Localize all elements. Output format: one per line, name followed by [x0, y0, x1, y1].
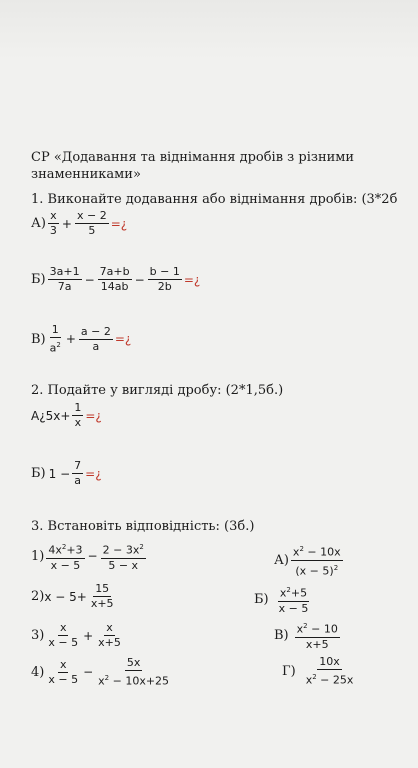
operator: + — [61, 216, 72, 231]
denominator: x − 5 — [50, 558, 81, 572]
denominator: a — [74, 474, 82, 487]
term: 2 − 3x — [102, 543, 140, 557]
numerator: a − 2 — [80, 324, 111, 338]
task3-right-d — [282, 656, 357, 687]
denominator: 3 — [49, 224, 57, 237]
operator: + — [83, 628, 94, 643]
exponent: 2 — [333, 563, 339, 572]
term: x — [98, 674, 105, 688]
item-label: А) — [31, 216, 46, 231]
task3-right-b — [254, 584, 312, 615]
term-tail: − 10x+25 — [109, 674, 170, 688]
numerator — [295, 620, 340, 638]
equals-mark: =¿ — [183, 272, 201, 287]
denominator: a — [92, 339, 100, 353]
fraction — [89, 583, 116, 610]
term-tail: +5 — [290, 586, 308, 600]
exponent: 2 — [104, 674, 110, 682]
top-shade — [0, 0, 418, 60]
fraction — [48, 210, 59, 237]
worksheet-title-continued: знаменниками» — [31, 167, 141, 182]
fraction — [72, 460, 83, 487]
item-label: 2) — [31, 589, 45, 604]
denominator: x − 5 — [48, 672, 79, 686]
fraction — [79, 326, 113, 353]
denominator: x+5 — [90, 597, 114, 610]
task2-item-b — [31, 460, 102, 487]
equals-mark: =¿ — [85, 466, 102, 481]
denominator — [96, 671, 171, 688]
numerator: x — [50, 209, 57, 222]
fraction — [72, 402, 83, 429]
fraction — [75, 210, 109, 237]
denominator: 14ab — [100, 280, 129, 293]
operator: + — [65, 332, 76, 347]
numerator — [46, 541, 84, 559]
exponent: 2 — [61, 543, 67, 551]
numerator: 7 — [74, 459, 82, 472]
term-tail: − 10x — [303, 545, 341, 559]
fraction — [295, 620, 340, 651]
numerator: 7a+b — [99, 265, 130, 278]
numerator: 10x — [319, 655, 340, 668]
task3-right-a — [274, 543, 345, 577]
expression-prefix: x − 5+ — [44, 589, 87, 604]
item-label: 4) — [31, 664, 45, 680]
item-label: Г) — [282, 663, 296, 679]
denominator — [48, 338, 63, 355]
equals-mark: =¿ — [114, 332, 132, 347]
denominator — [304, 670, 356, 687]
fraction — [96, 622, 123, 649]
task3-heading: 3. Встановіть відповідність: (3б.) — [31, 519, 255, 534]
item-label: В) — [274, 627, 289, 643]
task1-heading: 1. Виконайте додавання або віднімання дробів: (3*2б — [31, 192, 398, 207]
denominator: x − 5 — [48, 636, 79, 649]
fraction — [48, 266, 82, 293]
task1-item-c — [31, 324, 131, 355]
numerator: 15 — [95, 582, 110, 595]
term-tail: − 10 — [307, 622, 338, 636]
operator: − — [87, 549, 98, 564]
term: (x − 5) — [295, 564, 334, 578]
numerator — [291, 543, 343, 561]
exponent: 2 — [286, 586, 291, 594]
fraction — [46, 659, 80, 686]
fraction — [98, 266, 132, 293]
numerator — [101, 541, 146, 559]
task3-right-c — [274, 620, 342, 651]
denominator: x − 5 — [278, 601, 309, 615]
numerator: 1 — [74, 401, 82, 414]
numerator: x — [59, 621, 67, 634]
term: x — [292, 545, 300, 559]
item-label: 3) — [31, 628, 45, 643]
exponent: 2 — [139, 543, 144, 551]
denominator: 7a — [57, 280, 72, 293]
task2-heading: 2. Подайте у вигляді дробу: (2*1,5б.) — [31, 383, 284, 398]
worksheet-title: СР «Додавання та віднімання дробів з різними — [31, 150, 355, 165]
denominator-base: a — [49, 341, 57, 355]
numerator: 5x — [126, 656, 141, 669]
fraction — [48, 324, 63, 355]
item-label: Б) — [31, 272, 46, 287]
term: x — [296, 622, 304, 636]
expression-prefix: A¿5x+ — [31, 408, 71, 423]
fraction — [46, 541, 84, 572]
denominator: x+5 — [98, 636, 121, 649]
fraction — [304, 656, 356, 687]
exponent: 2 — [312, 673, 317, 681]
fraction — [46, 622, 80, 649]
numerator: x — [59, 657, 67, 671]
denominator: 2b — [157, 280, 172, 293]
item-label: А) — [274, 552, 289, 568]
exponent: 2 — [303, 622, 308, 630]
denominator: 5 − x — [108, 558, 139, 572]
numerator: 3a+1 — [49, 265, 80, 278]
denominator: 5 — [88, 224, 96, 237]
task1-item-a — [31, 210, 127, 237]
exponent: 2 — [299, 545, 304, 553]
numerator: x − 2 — [76, 209, 107, 222]
equals-mark: =¿ — [85, 408, 102, 423]
term-tail: − 25x — [316, 673, 354, 687]
term: 4x — [48, 543, 62, 557]
exponent: 2 — [56, 341, 61, 349]
operator: − — [84, 272, 95, 287]
task3-left-2 — [31, 583, 118, 610]
fraction — [96, 657, 171, 688]
equals-mark: =¿ — [110, 216, 128, 231]
numerator — [278, 584, 309, 602]
term-tail: +3 — [66, 543, 83, 557]
task3-left-4 — [31, 657, 173, 688]
denominator: x — [74, 416, 82, 429]
item-label: Б) — [254, 591, 269, 607]
task2-item-a — [31, 402, 102, 429]
numerator: 1 — [51, 323, 59, 336]
denominator — [293, 561, 340, 578]
item-label: Б) — [31, 466, 46, 481]
term: x — [279, 586, 287, 600]
item-label: В) — [31, 331, 46, 347]
fraction — [291, 543, 343, 577]
fraction — [148, 266, 182, 293]
term: x — [305, 673, 313, 687]
task3-left-3 — [31, 622, 125, 649]
task3-left-1 — [31, 541, 148, 572]
operator: − — [134, 272, 145, 287]
fraction — [101, 541, 146, 572]
numerator: b − 1 — [149, 265, 180, 278]
item-label: 1) — [31, 548, 45, 564]
operator: − — [83, 665, 94, 680]
numerator: x — [106, 621, 113, 634]
fraction — [277, 584, 311, 615]
expression-prefix: 1 − — [48, 466, 71, 481]
task1-item-b — [31, 266, 200, 293]
denominator: x+5 — [305, 637, 329, 651]
